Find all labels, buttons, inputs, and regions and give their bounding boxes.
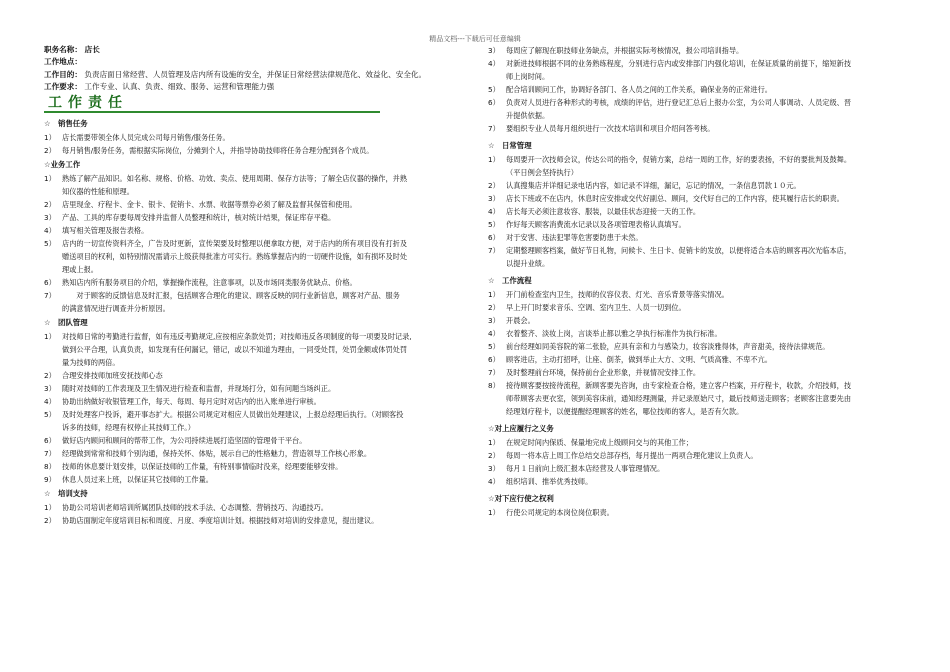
item-number: 2）	[44, 516, 56, 526]
list-item	[44, 382, 464, 395]
item-text: 填写相关管理及报告表格。	[62, 226, 149, 236]
item-continuation: 知仪器的性能和原理。	[62, 187, 134, 197]
item-number: 2）	[488, 181, 500, 190]
item-continuation: 诉多的技师，经理有权停止其技师工作。）	[62, 423, 195, 433]
list-item	[488, 231, 918, 244]
item-number: 7）	[488, 246, 500, 255]
list-item	[488, 379, 918, 392]
item-number: 3）	[44, 213, 56, 223]
list-item	[44, 460, 464, 473]
list-item	[488, 475, 918, 488]
item-text: 行使公司规定的本岗位岗位职责。	[506, 508, 614, 517]
item-number: 4）	[488, 207, 500, 216]
item-text: 对技师日常的考勤进行监督，如有违反考勤规定,应按相应条款处罚；对技师违反各项制度的每一项要及时记录,	[62, 332, 412, 342]
item-number: 2）	[488, 451, 500, 460]
item-text: 技师的休息要计划安排，以保证技师的工作量，有特别事情临时没来，经理要能够安排。	[62, 462, 343, 472]
list-item	[488, 244, 918, 257]
item-continuation: 理或上报。	[62, 265, 98, 275]
list-item	[44, 224, 464, 237]
item-text: 店内的一切宣传资料齐全，广告及时更新，宣传架要及时整理以便拿取方便，对于店内的所有项目没有打折及	[62, 239, 408, 249]
page-title: 工作责任	[48, 95, 128, 112]
item-number: 1）	[488, 155, 500, 164]
job-info-row	[44, 44, 464, 56]
list-item	[44, 131, 464, 144]
item-continuation: 以提升业绩。	[506, 259, 550, 268]
item-text: 接待顾客要按接待流程，新顾客要先咨询，由专家检查合格，建立客户档案，开疗程卡，收款，介绍技师，技	[506, 381, 852, 390]
job-info-label: 工作要求：	[44, 81, 82, 91]
item-text: 开门前检查室内卫生，技师的仪容仪表、灯光、音乐背景等落实情况。	[506, 290, 729, 299]
list-item	[44, 369, 464, 382]
section-heading: ☆ 工作流程	[488, 276, 532, 285]
list-item	[488, 83, 918, 96]
item-number: 4）	[44, 226, 56, 236]
item-text: 店长需要带领全体人员完成公司每月销售/服务任务。	[62, 133, 230, 143]
item-number: 8）	[44, 462, 56, 472]
job-info-value: 店长	[81, 45, 100, 54]
item-number: 2）	[44, 371, 56, 381]
item-continuation: 赠送项目的权利，如特别情况需请示上级获得批准方可实行。熟练掌握店内的一切硬件设施，如有损坏及时处	[62, 252, 408, 262]
item-number: 1）	[44, 332, 56, 342]
left-column	[44, 44, 464, 527]
list-item	[488, 192, 918, 205]
section-heading: ☆对下应行使之权利	[488, 494, 554, 503]
item-number: 1）	[488, 508, 500, 517]
list-item	[44, 408, 464, 421]
item-text: 店长每天必须注意妆容、服装，以最佳状态迎接一天的工作。	[506, 207, 701, 216]
item-text: 熟知店内所有服务项目的介绍，掌握操作流程，注意事项，以及市场同类服务优缺点、价格。	[62, 278, 357, 288]
item-text: 衣着整齐、淡妆上岗，言谈举止都以雅之孕执行标准作为执行标准。	[506, 329, 722, 338]
list-item	[488, 301, 918, 314]
right-column	[488, 44, 918, 519]
item-number: 5）	[44, 410, 56, 420]
item-text: 要组织专业人员每月组织进行一次技术培训和项目介绍问答考核。	[506, 124, 715, 133]
item-text: 每月销售/服务任务，需根据实际岗位，分摊到个人，并指导协助技师将任务合理分配到各个成员。	[62, 146, 374, 156]
item-continuation: 师带顾客去更衣室，领到美容床前，通知经理测量，并记录原始尺寸，最后技师送走顾客；老顾客注意要先由	[506, 394, 852, 403]
list-item	[488, 366, 918, 379]
item-number: 5）	[488, 342, 500, 351]
list-item	[44, 172, 464, 185]
title-divider	[44, 111, 380, 113]
section-heading: ☆ 日常管理	[488, 141, 532, 150]
list-item	[488, 436, 918, 449]
list-item	[488, 57, 918, 70]
job-info-row	[44, 56, 464, 68]
list-item	[488, 122, 918, 135]
item-continuation: 做到公平合理，认真负责，如发现有任何漏记，错记，或以不知道为理由，一同受处罚，处罚金额或体罚处罚	[62, 345, 408, 355]
list-item	[488, 218, 918, 231]
list-item	[44, 473, 464, 486]
list-item	[44, 276, 464, 289]
job-info-label: 工作地点：	[44, 57, 82, 67]
item-number: 3）	[488, 46, 500, 55]
list-item	[44, 330, 464, 343]
item-number: 4）	[488, 329, 500, 338]
item-continuation: 量为技师的两倍。	[62, 358, 120, 368]
list-item	[488, 327, 918, 340]
item-number: 5）	[44, 239, 56, 249]
item-text: 前台经理如同美容院的第二张脸，应具有亲和力与感染力，妆容淡雅得体，声音甜美，接待法律规范。	[506, 342, 830, 351]
list-item	[488, 353, 918, 366]
item-number: 5）	[488, 85, 500, 94]
item-text: 店长下班或不在店内，休息时应安排或交代好副总、顾问，交代好自己的工作内容，使其履行店长的职责。	[506, 194, 844, 203]
item-continuation: 经理划疗程卡，以便提醒经理顾客的姓名，哪位技师的客人，是否有欠款。	[506, 407, 744, 416]
list-item	[488, 288, 918, 301]
item-number: 6）	[488, 233, 500, 242]
item-text: 及时整理前台环境，保持前台企业形象，并视情况安排工作。	[506, 368, 701, 377]
section-heading: ☆业务工作	[44, 160, 81, 170]
list-item	[488, 179, 918, 192]
item-number: 1）	[44, 174, 56, 184]
list-item	[44, 434, 464, 447]
item-text: 早上开门时要求音乐、空调、室内卫生、人员一切到位。	[506, 303, 686, 312]
item-text: 配合培训顾问工作，协调好各部门、各人员之间的工作关系，确保业务的正常进行。	[506, 85, 772, 94]
list-item	[488, 340, 918, 353]
item-number: 1）	[488, 290, 500, 299]
item-text: 顾客进店，主动打招呼，让座、倒茶，做到举止大方、文明、气质高雅、不卑不亢。	[506, 355, 772, 364]
job-info-value: 工作专业、认真、负责、细致、服务、运营和管理能力强	[81, 81, 275, 91]
item-number: 4）	[488, 59, 500, 68]
item-number: 3）	[488, 464, 500, 473]
item-number: 6）	[488, 355, 500, 364]
item-text: 负责对人员进行各种形式的考核，成绩的评估，进行登记汇总后上报办公室，为公司人事调动、人员定级、晋	[506, 98, 852, 107]
section-heading: ☆ 销售任务	[44, 119, 88, 129]
item-number: 6）	[44, 436, 56, 446]
item-text: 协助公司培训老师培训所属团队技师的技术手法、心态调整、营销技巧、沟通技巧。	[62, 503, 328, 513]
item-number: 1）	[44, 133, 56, 143]
list-item	[44, 144, 464, 157]
item-text: 每周一将本店上周工作总结交总部存档，每月提出一两项合理化建议上负责人。	[506, 451, 758, 460]
item-number: 9）	[44, 475, 56, 485]
item-continuation: 的满意情况进行调查并分析原因。	[62, 304, 170, 314]
item-number: 3）	[488, 194, 500, 203]
item-number: 4）	[44, 397, 56, 407]
item-number: 7）	[44, 291, 56, 301]
item-number: 4）	[488, 477, 500, 486]
header-note: 精品文档---下载后可任意编辑	[429, 35, 521, 43]
list-item	[488, 44, 918, 57]
item-continuation: （平日例会坚持执行）	[506, 168, 578, 177]
item-text: 认真搜集店并详细记录电话内容，如记录不详细，漏记，忘记的情况，一条信息罚款１０元。	[506, 181, 801, 190]
item-number: 6）	[44, 278, 56, 288]
list-item	[488, 205, 918, 218]
item-text: 合理安排技师加班安抚技师心态	[62, 371, 163, 381]
job-info-label: 职务名称：	[44, 45, 82, 54]
job-info-row	[44, 81, 464, 93]
item-number: 5）	[488, 220, 500, 229]
section-heading: ☆对上应履行之义务	[488, 424, 554, 433]
item-text: 作好每天顾客消费流水记录以及各项管理表格认真填写。	[506, 220, 686, 229]
item-number: 1）	[488, 438, 500, 447]
item-number: 7）	[488, 368, 500, 377]
item-number: 2）	[44, 200, 56, 210]
item-text: 及时处理客户投诉，避开事态扩大。根据公司规定对相应人员做出处理建议，上报总经理后执行。（对顾客投	[62, 410, 404, 420]
item-text: 在规定时间内保质、保量地完成上级顾问交与的其他工作；	[506, 438, 693, 447]
section-heading: ☆ 团队管理	[44, 318, 88, 328]
list-item	[488, 506, 918, 519]
list-item	[44, 198, 464, 211]
item-continuation: 师上岗时间。	[506, 72, 550, 81]
item-number: 2）	[44, 146, 56, 156]
item-number: 6）	[488, 98, 500, 107]
list-item	[488, 153, 918, 166]
list-item	[44, 447, 464, 460]
item-text: 随时对技师的工作表现及卫生情况进行检查和监督，并现场打分，如有问题当场纠正。	[62, 384, 336, 394]
item-text: 产品、工具的库存要每周安排并监督人员整理和统计，核对统计结果，保证库存平稳。	[62, 213, 336, 223]
list-item	[44, 211, 464, 224]
item-text: 每周应了解现在职技师业务缺点，并根据实际考核情况，报公司培训指导。	[506, 46, 744, 55]
list-item	[488, 449, 918, 462]
item-text: 组织培训、推举优秀技师。	[506, 477, 593, 486]
item-continuation: 升提供依据。	[506, 111, 550, 120]
item-number: 7）	[44, 449, 56, 459]
job-info-row	[44, 69, 464, 81]
list-item	[488, 96, 918, 109]
list-item	[44, 289, 464, 302]
list-item	[44, 501, 464, 514]
item-text: 经理做到常常和技师个别沟通，保持关怀、体贴，展示自己的性格魅力，营造领导工作核心形象。	[62, 449, 372, 459]
item-number: 7）	[488, 124, 500, 133]
item-number: 1）	[44, 503, 56, 513]
list-item	[44, 237, 464, 250]
item-text: 休息人员过来上班，以保证其它技师的工作量。	[62, 475, 213, 485]
item-text: 对新进技师根据不同的业务熟练程度，分别进行店内或安排部门内强化培训，在保证质量的前提下，缩短新技	[506, 59, 852, 68]
item-number: 3）	[488, 316, 500, 325]
item-number: 2）	[488, 303, 500, 312]
item-text: 店里现金、疗程卡、金卡、银卡、促销卡、水票、收据等票券必须了解及监督其保管和使用。	[62, 200, 357, 210]
list-item	[44, 395, 464, 408]
item-text: 做好店内顾问和顾问的帮带工作，为公司持续进展打造坚固的管理骨干平台。	[62, 436, 307, 446]
job-info-label: 工作目的：	[44, 69, 82, 79]
list-item	[488, 462, 918, 475]
section-heading: ☆ 培训支持	[44, 489, 88, 499]
job-info-value: 负责店面日常经营、人员管理及店内所有设施的安全，并保证日常经营法律规范化、效益化、安全化。	[81, 69, 427, 79]
item-number: 8）	[488, 381, 500, 390]
item-text: 每月１日前向上级汇报本店经营及人事管理情况。	[506, 464, 665, 473]
item-text: 协助店面制定年度培训目标和周度、月度、季度培训计划。根据技师对培训的安排意见，提出建议。	[62, 516, 379, 526]
item-text: 开晨会。	[506, 316, 535, 325]
item-text: 协助出纳做好收银管理工作，每天、每周、每月定时对店内的出入账单进行审核。	[62, 397, 321, 407]
list-item	[44, 514, 464, 527]
item-text: 对于安害、违法犯罪等危害要防患于未然。	[506, 233, 643, 242]
item-text: 定期整理顾客档案，做好节日礼物，问候卡、生日卡、促销卡的发放，以便将适合本店的顾客再次光临本店，	[506, 246, 852, 255]
item-text: 对于顾客的反馈信息及时汇报，包括顾客合理化的建议、顾客反映的同行业新信息，顾客对产品、服务	[62, 291, 400, 301]
item-text: 熟练了解产品知识。如名称、规格、价格、功效、卖点、使用周期、保存方法等；了解全店仪器的操作，并熟	[62, 174, 408, 184]
item-number: 3）	[44, 384, 56, 394]
list-item	[488, 314, 918, 327]
item-text: 每周要开一次技师会议，传达公司的指令，促销方案，总结一周的工作，好的要表扬，不好的要批判及鼓舞。	[506, 155, 852, 164]
